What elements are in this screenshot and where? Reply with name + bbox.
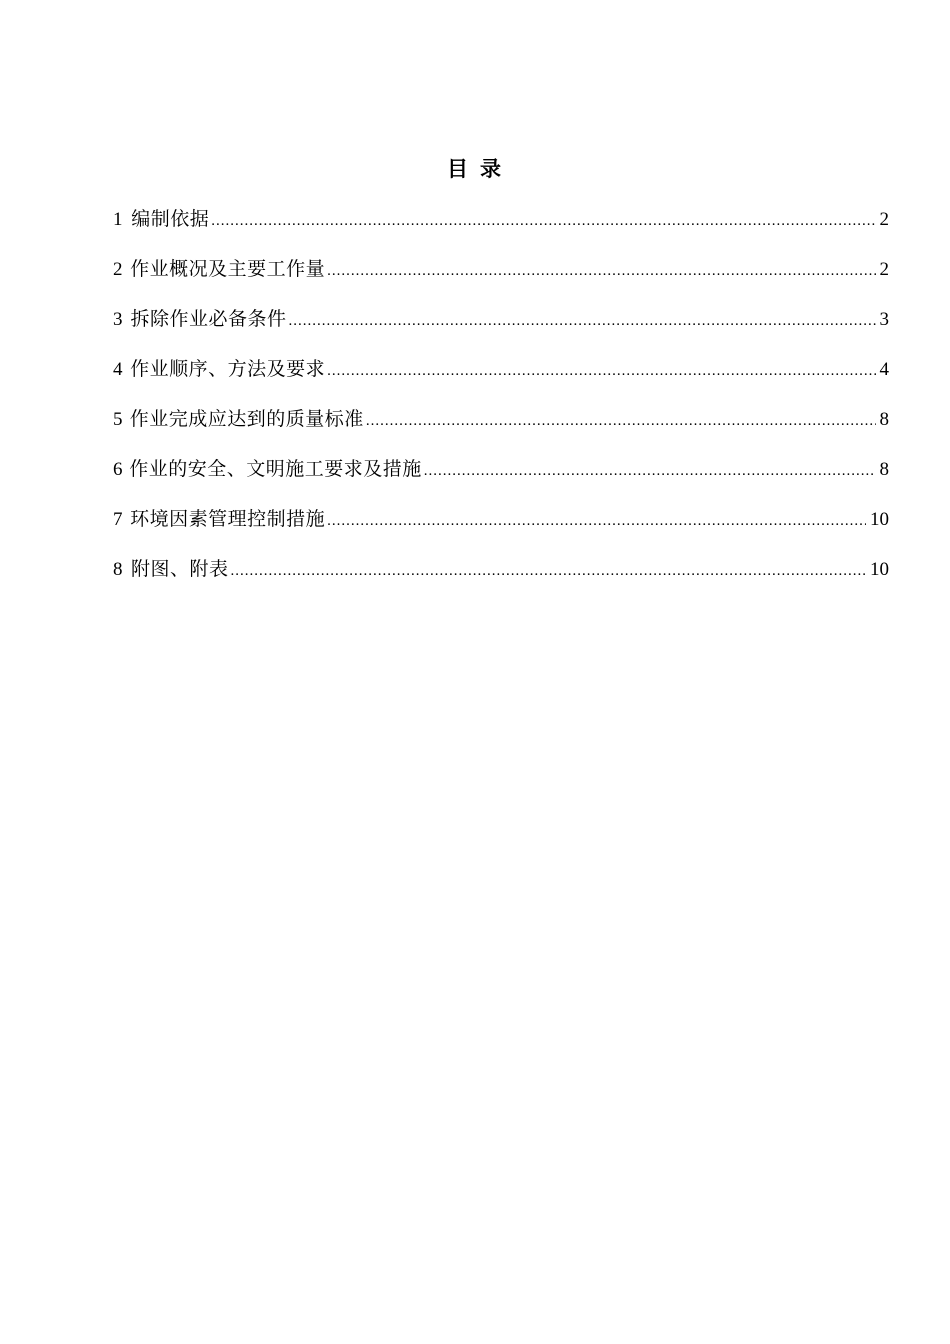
toc-entry-title: 拆除作业必备条件 [130, 308, 287, 330]
toc-entry[interactable] [113, 455, 889, 505]
toc-entry-number: 1 [113, 209, 123, 230]
toc-leader-dots [211, 207, 875, 235]
toc-entry-title: 作业顺序、方法及要求 [130, 358, 326, 380]
toc-entry[interactable] [113, 505, 889, 555]
toc-entry-page: 8 [879, 409, 889, 430]
toc-entry-number: 2 [113, 259, 123, 280]
toc-entry-page: 10 [870, 559, 889, 580]
toc-entry-number: 7 [113, 509, 123, 530]
toc-entry-page: 2 [879, 209, 889, 230]
toc-entry[interactable] [113, 355, 889, 405]
toc-entry[interactable] [113, 205, 889, 255]
toc-entry[interactable] [113, 555, 889, 605]
toc-leader-dots [327, 507, 866, 535]
toc-leader-dots [230, 557, 866, 585]
toc-entry[interactable] [113, 255, 889, 305]
toc-entry-title: 附图、附表 [130, 558, 229, 580]
toc-entry-number: 3 [113, 309, 123, 330]
toc-entry-number: 4 [113, 359, 123, 380]
toc-entry[interactable] [113, 305, 889, 355]
toc-title-char-1: 目 [447, 157, 470, 181]
toc-entry-title: 环境因素管理控制措施 [130, 508, 326, 530]
toc-entry-page: 8 [879, 459, 889, 480]
toc-entry-page: 3 [879, 309, 889, 330]
toc-entry-page: 2 [879, 259, 889, 280]
toc-entry[interactable] [113, 405, 889, 455]
toc-leader-dots [424, 457, 876, 485]
toc-entry-page: 10 [870, 509, 889, 530]
toc-entry-title: 作业的安全、文明施工要求及措施 [129, 458, 422, 480]
toc-entry-number: 6 [113, 459, 123, 480]
toc-title [0, 154, 950, 184]
toc-leader-dots [366, 407, 876, 435]
toc-title-char-2: 录 [480, 157, 503, 181]
toc-entry-number: 5 [113, 409, 123, 430]
toc-entry-page: 4 [879, 359, 889, 380]
toc-entry-number: 8 [113, 559, 123, 580]
toc-entry-title: 作业概况及主要工作量 [130, 258, 326, 280]
toc-leader-dots [327, 257, 875, 285]
toc-entry-title: 作业完成应达到的质量标准 [129, 408, 364, 430]
toc-leader-dots [327, 357, 875, 385]
table-of-contents [113, 205, 889, 605]
toc-entry-title: 编制依据 [131, 208, 210, 230]
toc-leader-dots [289, 307, 876, 335]
